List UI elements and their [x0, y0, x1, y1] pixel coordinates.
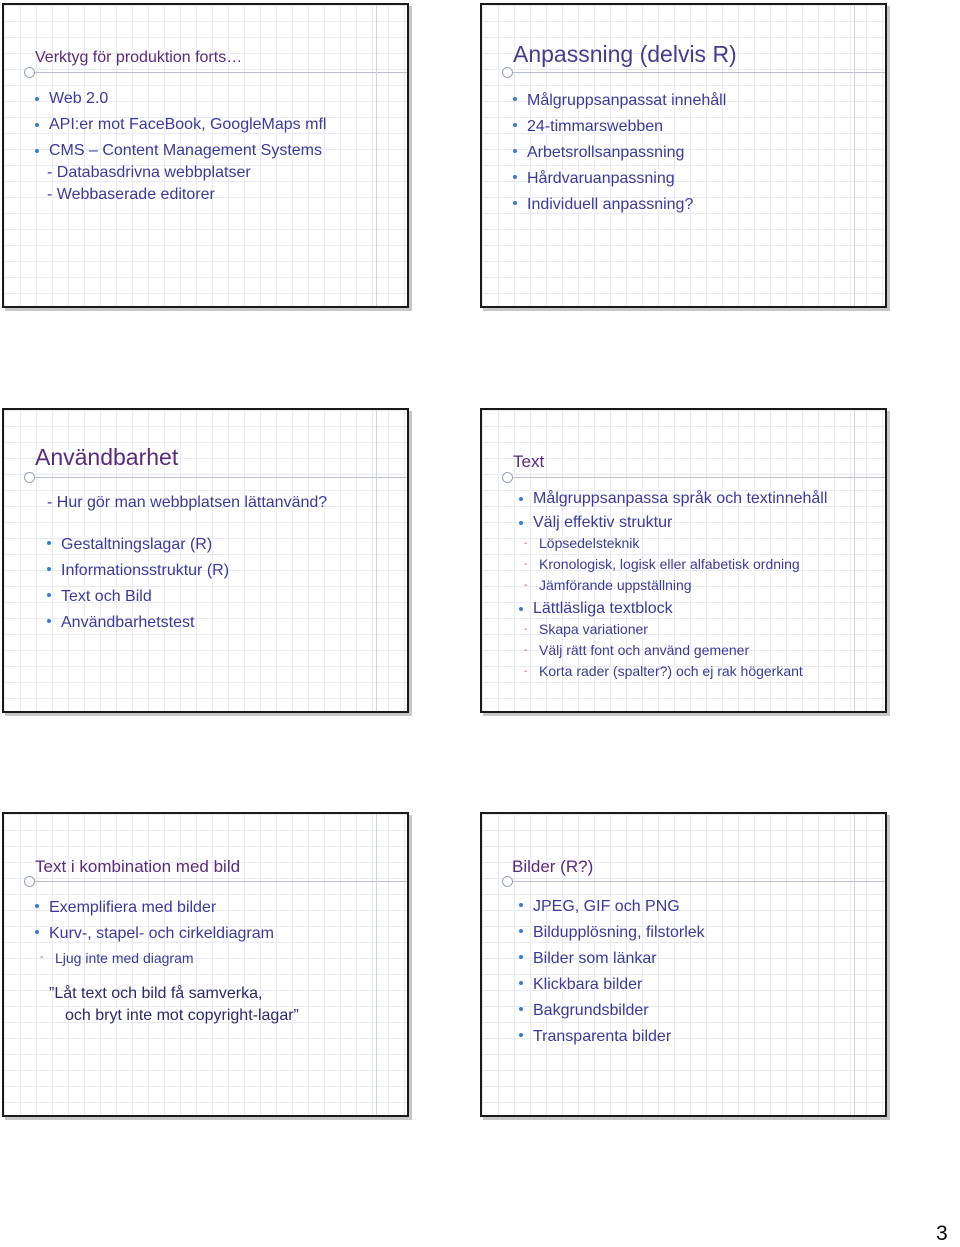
- slide-body: [513, 88, 865, 218]
- quote-line: ”Låt text och bild få samverka,: [49, 985, 263, 1002]
- bullet-item: Målgruppsanpassa språk och textinnehåll: [519, 488, 865, 509]
- bullet-item: Exemplifiera med bilder: [35, 895, 387, 921]
- slide-body: [519, 894, 865, 1050]
- bullet-item: JPEG, GIF och PNG: [519, 894, 865, 920]
- bullet-item: Välj effektiv struktur: [519, 512, 865, 533]
- slide-bilder: [480, 812, 887, 1117]
- bullet-item: 24-timmarswebben: [513, 114, 865, 140]
- bullet-item: Individuell anpassning?: [513, 192, 865, 218]
- bullet-item: Text och Bild: [47, 584, 387, 610]
- continuation-line: - Databasdrivna webbplatser: [47, 164, 251, 181]
- bullet-item: Bakgrundsbilder: [519, 998, 865, 1024]
- slide-title: Användbarhet: [35, 444, 179, 470]
- bullet-item: Målgruppsanpassat innehåll: [513, 88, 865, 114]
- slide-anpassning: [480, 3, 887, 308]
- slide-title: Bilder (R?): [512, 857, 594, 876]
- title-divider: [502, 477, 885, 478]
- slide-body: [35, 490, 387, 636]
- bullet-item: Lättläsliga textblock: [519, 598, 865, 619]
- bullet-item: Web 2.0: [35, 88, 387, 110]
- bullet-item: Arbetsrollsanpassning: [513, 140, 865, 166]
- title-divider: [24, 881, 407, 882]
- bullet-item: Transparenta bilder: [519, 1024, 865, 1050]
- title-divider: [502, 72, 885, 73]
- slide-text: [480, 408, 887, 713]
- title-divider: [502, 881, 885, 882]
- bullet-item: CMS – Content Management Systems: [35, 140, 387, 162]
- bullet-item: Kurv-, stapel- och cirkeldiagram: [35, 921, 387, 947]
- slide-anvandbarhet: [2, 408, 409, 713]
- page-number: 3: [936, 1222, 948, 1245]
- slide-title: Text i kombination med bild: [35, 857, 241, 876]
- slide-body: [35, 88, 387, 206]
- bullet-item: Klickbara bilder: [519, 972, 865, 998]
- slide-title: Anpassning (delvis R): [513, 41, 737, 67]
- bullet-item: Hårdvaruanpassning: [513, 166, 865, 192]
- bullet-item: Gestaltningslagar (R): [47, 532, 387, 558]
- slide-title: Verktyg för produktion forts…: [35, 49, 243, 66]
- title-divider: [24, 72, 407, 73]
- slide-text-bild: [2, 812, 409, 1117]
- slide-verktyg: [2, 3, 409, 308]
- sub-item: - Skapa variationer: [519, 619, 865, 640]
- quote-line: och bryt inte mot copyright-lagar”: [65, 1007, 299, 1024]
- bullet-item: Användbarhetstest: [47, 610, 387, 636]
- lead-line: - Hur gör man webbplatsen lättanvänd?: [47, 494, 328, 511]
- sub-item: - Löpsedelsteknik: [519, 533, 865, 554]
- slide-body: [35, 895, 387, 1027]
- sub-item: - Kronologisk, logisk eller alfabetisk ordning: [519, 554, 865, 575]
- continuation-line: - Webbaserade editorer: [47, 186, 215, 203]
- bullet-item: Informationsstruktur (R): [47, 558, 387, 584]
- slide-body: [519, 488, 865, 682]
- sub-item: - Jämförande uppställning: [519, 575, 865, 596]
- slide-title: Text: [513, 452, 545, 471]
- quote: [35, 983, 387, 1027]
- sub-item: - Korta rader (spalter?) och ej rak högerkant: [519, 661, 865, 682]
- bullet-item: Bildupplösning, filstorlek: [519, 920, 865, 946]
- bullet-item: Bilder som länkar: [519, 946, 865, 972]
- sub-item: - Ljug inte med diagram: [35, 947, 387, 969]
- title-divider: [24, 477, 407, 478]
- sub-item: - Välj rätt font och använd gemener: [519, 640, 865, 661]
- bullet-item: API:er mot FaceBook, GoogleMaps mfl: [35, 114, 387, 136]
